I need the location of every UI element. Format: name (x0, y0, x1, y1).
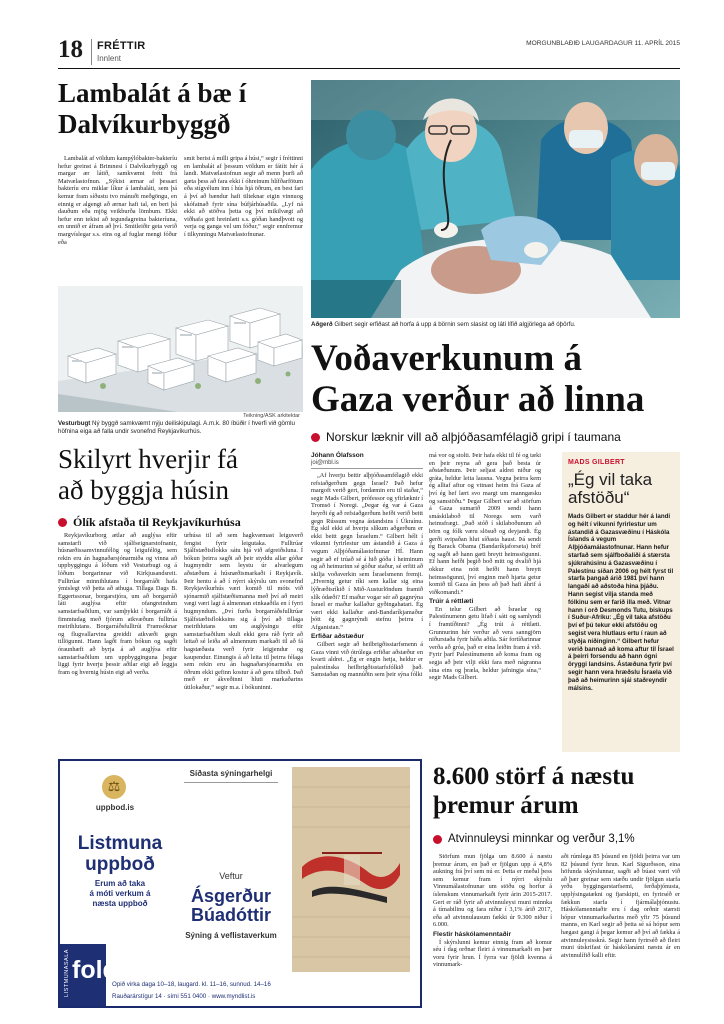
ad-fold-brand (60, 944, 118, 1006)
article-gaza-col-2 (429, 452, 541, 752)
ad-artist-line-1: Ásgerður (190, 886, 271, 906)
byline-rule (311, 468, 423, 469)
article-reykjavikurhus (58, 444, 303, 506)
article-lambalat-col-1 (58, 155, 177, 271)
subhead-text: Norskur læknir vill að alþjóðasamfélagið gripi í taumana (326, 430, 621, 444)
body-paragraph: smit berist á milli gripa á húsi,“ segir í fréttinni en lambalát af þessum völdum er fátítt hér á landi. Matvælastofnun segir að menn þurfi að gæta þess að fara ekki í óhreinum hlífðarfötum eða stígvélum inn í hús hjá öðrum, en best fari á því að bændur hafi tilteknar eigin vinnuog skófatnað fyrir sína búfjárhúsaðila. „Lyf ná ekki að stöðva þetta og því mikilvægt að viðhafa gott hreinlæti s.s. góðan handþvott og verja og ganga vel um fóður,“ segir ennfremur í tilkynningu Matvælastofnunar. (184, 155, 303, 238)
ad-artist-name (176, 887, 286, 925)
ad-brand-vertical: LISTMUNASALA (64, 949, 70, 997)
rendering-illustration (58, 286, 303, 412)
headline-line-2: Dalvíkurbyggð (58, 109, 231, 139)
article-reykjavikurhus-col-1 (58, 532, 177, 750)
article-gaza-col-1 (311, 472, 423, 752)
headline-line-2: þremur árum (433, 792, 579, 819)
page-number: 18 (58, 36, 83, 63)
headline-line-1: 8.600 störf á næstu (433, 763, 635, 790)
gavel-icon: ⚖ (102, 775, 126, 799)
ad-offer-line-2: á móti verkum á (89, 889, 151, 898)
ad-exhibition: Sýning á veflistaverkum (185, 931, 277, 940)
article-storf-col-2 (561, 853, 680, 1018)
ad-offer (66, 879, 174, 909)
sidebar-text: Mads Gilbert er staddur hér á landi og hélt í vikunni fyrirlestur um ástandið á Gazasvæðinu í Háskóla Íslands á vegum Alþjóðamálastofnunar. Hann hefur starfað sem sjálfboðaliði á stærsta sjúkrahúsinu á Gazasvæðinu í Palestínu síðan 2006 og hélt fyrst til starfa þangað árið 1981 því hann langaði að aðstoða hina þjáðu. Hann segist vilja standa með fólkinu sem er farið illa með. Vitnar hann í orð Desmonds Tutu, biskups í Suður-Afríku: „Ég vil taka afstöðu því ef þú tekur ekki afstöðu og segist vera hlutlaus ertu í raun að styðja níðinginn.“ Gilbert hefur verið bannað að koma aftur til Ísrael á þeirri forsendu að hann ógni öryggi landsins. Ástæðuna fyrir því segir hann vera hræðslu Ísraela við það að heimurinn sjái staðreyndir málsins. (568, 513, 674, 692)
ad-title-line-1: Listmuna (77, 833, 163, 854)
sidebar-name: MADS GILBERT (568, 459, 625, 466)
ad-logo-text: uppbod.is (95, 803, 135, 812)
caption-lead: Vesturbugt (58, 420, 91, 427)
caption-lead: Aðgerð (311, 321, 333, 328)
headline-line-2: Gaza verður að linna (311, 379, 645, 420)
body-paragraph: Lambalát af völdum kampýlóbakter-bakteríu hefur greinst á Brimnesi í Dalvíkurbyggð og margar ær látið, samkvæmt frétt frá Matvælastofnun. „Sýkist ærnar af þessari bakteríu eru miklar líkur á lambaláti, sem þá kemur fram síðustu tvo mánuði meðgöngu, en einnig er algengt að ærnar hafi tal, en beri þá dauðum eða mjög veikburða lömbum. Ekki hefur enn tekist að tegundagreina bakteríuna, en unnið er áfram að því. Smitleiðir geta verið margvíslegar s.s. eins og af fuglar mengi fóður eða (58, 155, 177, 246)
article-gaza-subhead (311, 430, 680, 444)
tapestry-artwork (292, 767, 410, 972)
article-lambalat (58, 78, 303, 140)
body-subheading: Trúir á réttlæti (429, 598, 474, 606)
headline (433, 762, 680, 820)
headline (58, 444, 303, 506)
subhead-text: Ólík afstaða til Reykjavíkurhúsa (73, 515, 241, 529)
subhead-text: Atvinnuleysi minnkar og verður 3,1% (448, 833, 635, 845)
header-divider (91, 39, 92, 65)
body-subheading: Flestir háskólamenntaðir (433, 930, 512, 938)
article-gaza (311, 338, 680, 420)
ad-title-line-2: uppboð (85, 854, 155, 875)
ad-title (66, 833, 174, 875)
headline (58, 78, 303, 140)
body-paragraph: En telur Gilbert að Ísraelar og Palestínumenn getu lifað í sátt og samlyndi í framtíðinni? „Ég trúi á réttlæti. Grunnurinn hér verður að vera sanngjörn niðurstaða fyrir báða aðila. Sár fortíðarinnar verða að gróa, það er eina leiðin fram á við. Fyrir þarf Palestínumenn að koma fram og segja að þeir vilji ekki fara með nágranna sína eins og þræla, heldur jafningja sína,“ segir Mads Gilbert. (429, 605, 541, 682)
ad-offer-line-1: Erum að taka (94, 879, 146, 888)
caption-text: Ný byggð samkvæmt nýju deiliskipulagi. A.m.k. 80 íbúðir í hverfi við gömlu höfnina eiga að falla undir svonefnd Reykjavíkurhús. (58, 420, 295, 435)
article-lambalat-col-2 (184, 155, 303, 271)
subhead-bullet-icon (311, 433, 320, 442)
subsection-label: Innlent (97, 54, 122, 63)
ad-offer-line-3: næsta uppboð (92, 899, 148, 908)
ad-top-text: Síðasta sýningarhelgi (189, 769, 273, 778)
subhead-bullet-icon (58, 518, 67, 527)
rendering-credit: Teikning/ASK arkitektar (243, 413, 300, 419)
body-paragraph: má vor og stolti. Þeir hafa ekki til fé og tæki en þeir reyna að gera það besta úr aðstæðunum. Þeir seljast aldrei niður og gráta, heldur leita lausna. Vegna þeirra kem ég alltaf aftur og vitnast heim frá Gaza af því ég hef lært svo margt um manngæsku og samstöðu.“ Þegar Gilbert var að störfum á Gaza sumarið 2009 sendi hann smáskilaboð til Noregs sem varð heimsfrægt. „Það stóð í skilaboðunum að börn og fólk væru slösuð og deyjandi. Ég gerði svipaðan hlut síðasta haust. Þá sendi ég Barack Obama (Bandaríkjaforseta) bréf og sagði að hann gæti breytt heimssögunni. Ef hann hefði þegið boð mitt og dvalið hjá okkur eina nótt hefði hann breytt heimssögunni, því enginn með hjarta getur komið til Gaza án þess að það hafi áhrif á viðkomandi.“ (429, 452, 541, 596)
ad-address: Rauðarárstígur 14 · sími 551 0400 · www.myndlist.is (112, 993, 256, 1000)
body-paragraph: Störfum mun fjölga um 8.600 á næstu þremur árum, en það er fjölgun upp á 4,8% aukning frá því sem nú er. Þetta er meðal þess sem kemur fram í nýrri skýrslu Vinnumálastofnunar um stöðu og horfur á íslenskum vinnumarkaði fyrir árin 2015-2017. Gert er ráð fyrir að atvinnuleysi muni minnka á tímabilinu og fara niður í 3,1% árið 2017, eða að atvinnulausum fækki úr 9.300 niður í 6.000. (433, 853, 552, 929)
headline-line-1: Voðaverkunum á (311, 338, 583, 379)
headline-line-2: að byggja húsin (58, 475, 229, 505)
body-paragraph: aði rúmlega 85 þúsund en fjöldi þeirra var um 82 þúsund fyrir hrun. Karl Sigurðsson, eina höfunda skýrslunnar, sagði að búast væri við að þær greinar sem stæðu undir fjölgun starfa yrðu byggingarstarfsemi, ferðaþjónusta, upplýsingatækni og fjarskipti, en fyrirséð er fækkun starfa í fjármálaþjónustu. Háskólamenntaðir eru í dag orðnir stærsti hópur vinnumarkaðarins með yfir 75 þúsund manns, en Karl segir að þetta sé sá hópur sem hægast gangi á þegar kemur að því að fækka á atvinnuleysisskrá. Segir hann fyrirséð að fleiri muni útskrifast úr háskólanámi næstu ár en atvinnulífið kalli eftir. (561, 853, 680, 959)
hospital-photo-caption (311, 321, 680, 329)
body-paragraph: Reykjavíkurborg ætlar að auglýsa eftir samstarfi við sjálfseignarstofnanir, húsnæðissamvinnufélög og leigufélög, sem rekin eru án hagnaðarsjónarmiða og vinna að uppbyggingu á lóðum við Vesturbugt og á lóðum borgarinnar við Kirkjusandsreit. Fulltrúar minnihlutans í borgarráði hafa ýmislegt við þetta að athuga. Tillaga Dags B. Eggertssonar, borgarstjóra, um að borgarráð láti auglýsa eftir ofangreindum samstarfsaðilum, var samþykkt í borgarráði á fimmtudag með fjórum atkvæðum fulltrúa meirihlutans. Borgarráðsfulltrúi Framsóknar og flugvallarvina greiddi atkvæði gegn tillögunni. Hann lagði fram bókun og sagði óraunhæft að byrja á að auglýsa eftir samstarfsaðilum um uppbygginguna þegar liggi fyrir hverju þessir aðilar eigi að leggja fram og hvernig húsin eigi að verða. (58, 532, 177, 676)
header-rule (58, 68, 680, 69)
body-subheading: Erfiðar aðstæður (311, 633, 365, 641)
headline-line-1: Lambalát á bæ í (58, 78, 247, 108)
sidebar-quote: „Ég vil taka afstöðu“ (568, 470, 653, 507)
surgery-photo-illustration (311, 80, 680, 318)
ad-top-rule (184, 782, 278, 783)
rendering-caption (58, 420, 303, 435)
byline-author: Jóhann Ólafsson (311, 452, 364, 459)
caption-text: Gilbert segir erfiðast að horfa á upp á börnin sem slasist og láti lífið algjörlega að óþörfu. (332, 321, 576, 328)
section-label: FRÉTTIR (97, 40, 146, 52)
body-paragraph: Gilbert segir að heilbrigðisstarfsmenn á Gaza vinni við ótrúlega erfiðar aðstæður en kvarti aldrei. „Ég er engin hetja, heldur er palestínska heilbrigðisstarfsfólkið það. Samstaðan og mannúðin sem þeir sýna fólki (311, 641, 423, 679)
architecture-rendering (58, 286, 303, 412)
advertisement-fold[interactable] (58, 759, 422, 1008)
ad-hours: Opið virka daga 10–18, laugard. kl. 11–16, sunnud. 14–16 (112, 981, 271, 988)
body-paragraph: urhúsa til að sem hagkvæmast leiguverð fengist fyrir leigutaka. Fulltrúar Sjálfstæðisflokks sátu hjá við afgreiðsluna. Í bókun þeirra sagði að þeir styddu allar góðar hugmyndir sem leystu úr alvarlegum aðstæðum á húsnæðismarkaði í Reykjavík. Þeir bentu á að í nýrri skýrslu um svonefnd Reykjavíkurhús væri komið til móts við sjónarmið sjálfstæðismanna með því að meiri vægi væri lagt á almennan einkaaðila en í fyrri hugmyndum. „Því furða borgarráðsfulltrúar Sjálfstæðisflokksins sig á því að tillaga meirihlutans um auglýsingu eftir samstarfsaðilum skuli ekki gera ráð fyrir að leitað sé leiða að almennum markaði til að fá hagstæðasta verð fyrir leigjendur og kaupendur. Einungis á að leita til þeirra félaga sem rekin eru án hagnaðarsjónarmiða en öðrum ekki gefinn kostur á að gera tilboð. Það með er ákveðinni hluti markaðarins útilokaður,“ segir m.a. í bókuninni. (184, 532, 303, 691)
headline-line-1: Skilyrt hverjir fá (58, 444, 238, 474)
tapestry-image (292, 767, 410, 972)
article-storf-col-1 (433, 853, 552, 1018)
byline-email[interactable]: joi@mbl.is (311, 460, 339, 466)
masthead: MORGUNBLAÐIÐ LAUGARDAGUR 11. APRÍL 2015 (526, 40, 680, 47)
subhead-bullet-icon (433, 835, 442, 844)
article-reykjavikurhus-subhead (58, 515, 303, 530)
body-paragraph: „Af hverju beitir alþjóðasamfélagið ekki refsiaðgerðum gegn Ísrael? Það hefur margoft verið gert, fordæmin eru til staðar,“ segir Mads Gilbert, prófessor og yfirlæknir í Tromsö í Noregi. „Þegar ég var á Gaza heyrði ég að refsiaðgerðum hefði verið beitt gegn Rússum vegna ástandsins í Úkraínu. Ég skil ekki af hverju slíkum aðgerðum er ekki beitt gegn Ísraelum.“ Gilbert hélt í vikunni fyrirlestur um ástandið á Gaza á vegum Alþjóðamálastofnunar HÍ. Hann segir að ef trúað sé á hið góða í heiminum og að heimurinn sé góður staður, sé erfitt að skilja voðaverkin sem Ísraelsmenn fremji. „Hvernig getur ríki sem kallar sig eina lýðræðisríkið í Mið-Austurlöndum framið slík ódæði? Ef maður vogar sér að gagnrýna Ísrael er maður kallaður gyðingahatari. Ég væri ekki kallaður and-Bandaríkjamaður þótt ég gagnrýndi stefnu þeirra í Afganistan.“ (311, 472, 423, 631)
hospital-photo (311, 80, 680, 318)
body-paragraph: Í skýrslunni kemur einnig fram að komur séu í dag orðnar fleiri á vinnumarkaði en þær voru fyrir hrun. Í fyrra var fjöldi kvenna á vinnumark- (433, 938, 552, 969)
headline (311, 338, 680, 420)
article-storf-subhead (433, 833, 680, 845)
article-storf (433, 762, 680, 820)
ad-artist-label: Veftur (219, 871, 243, 881)
article-reykjavikurhus-col-2 (184, 532, 303, 750)
sidebar-mads-gilbert (562, 452, 680, 752)
ad-artist-line-2: Búadóttir (191, 905, 271, 925)
ad-brand: fold (72, 956, 118, 984)
